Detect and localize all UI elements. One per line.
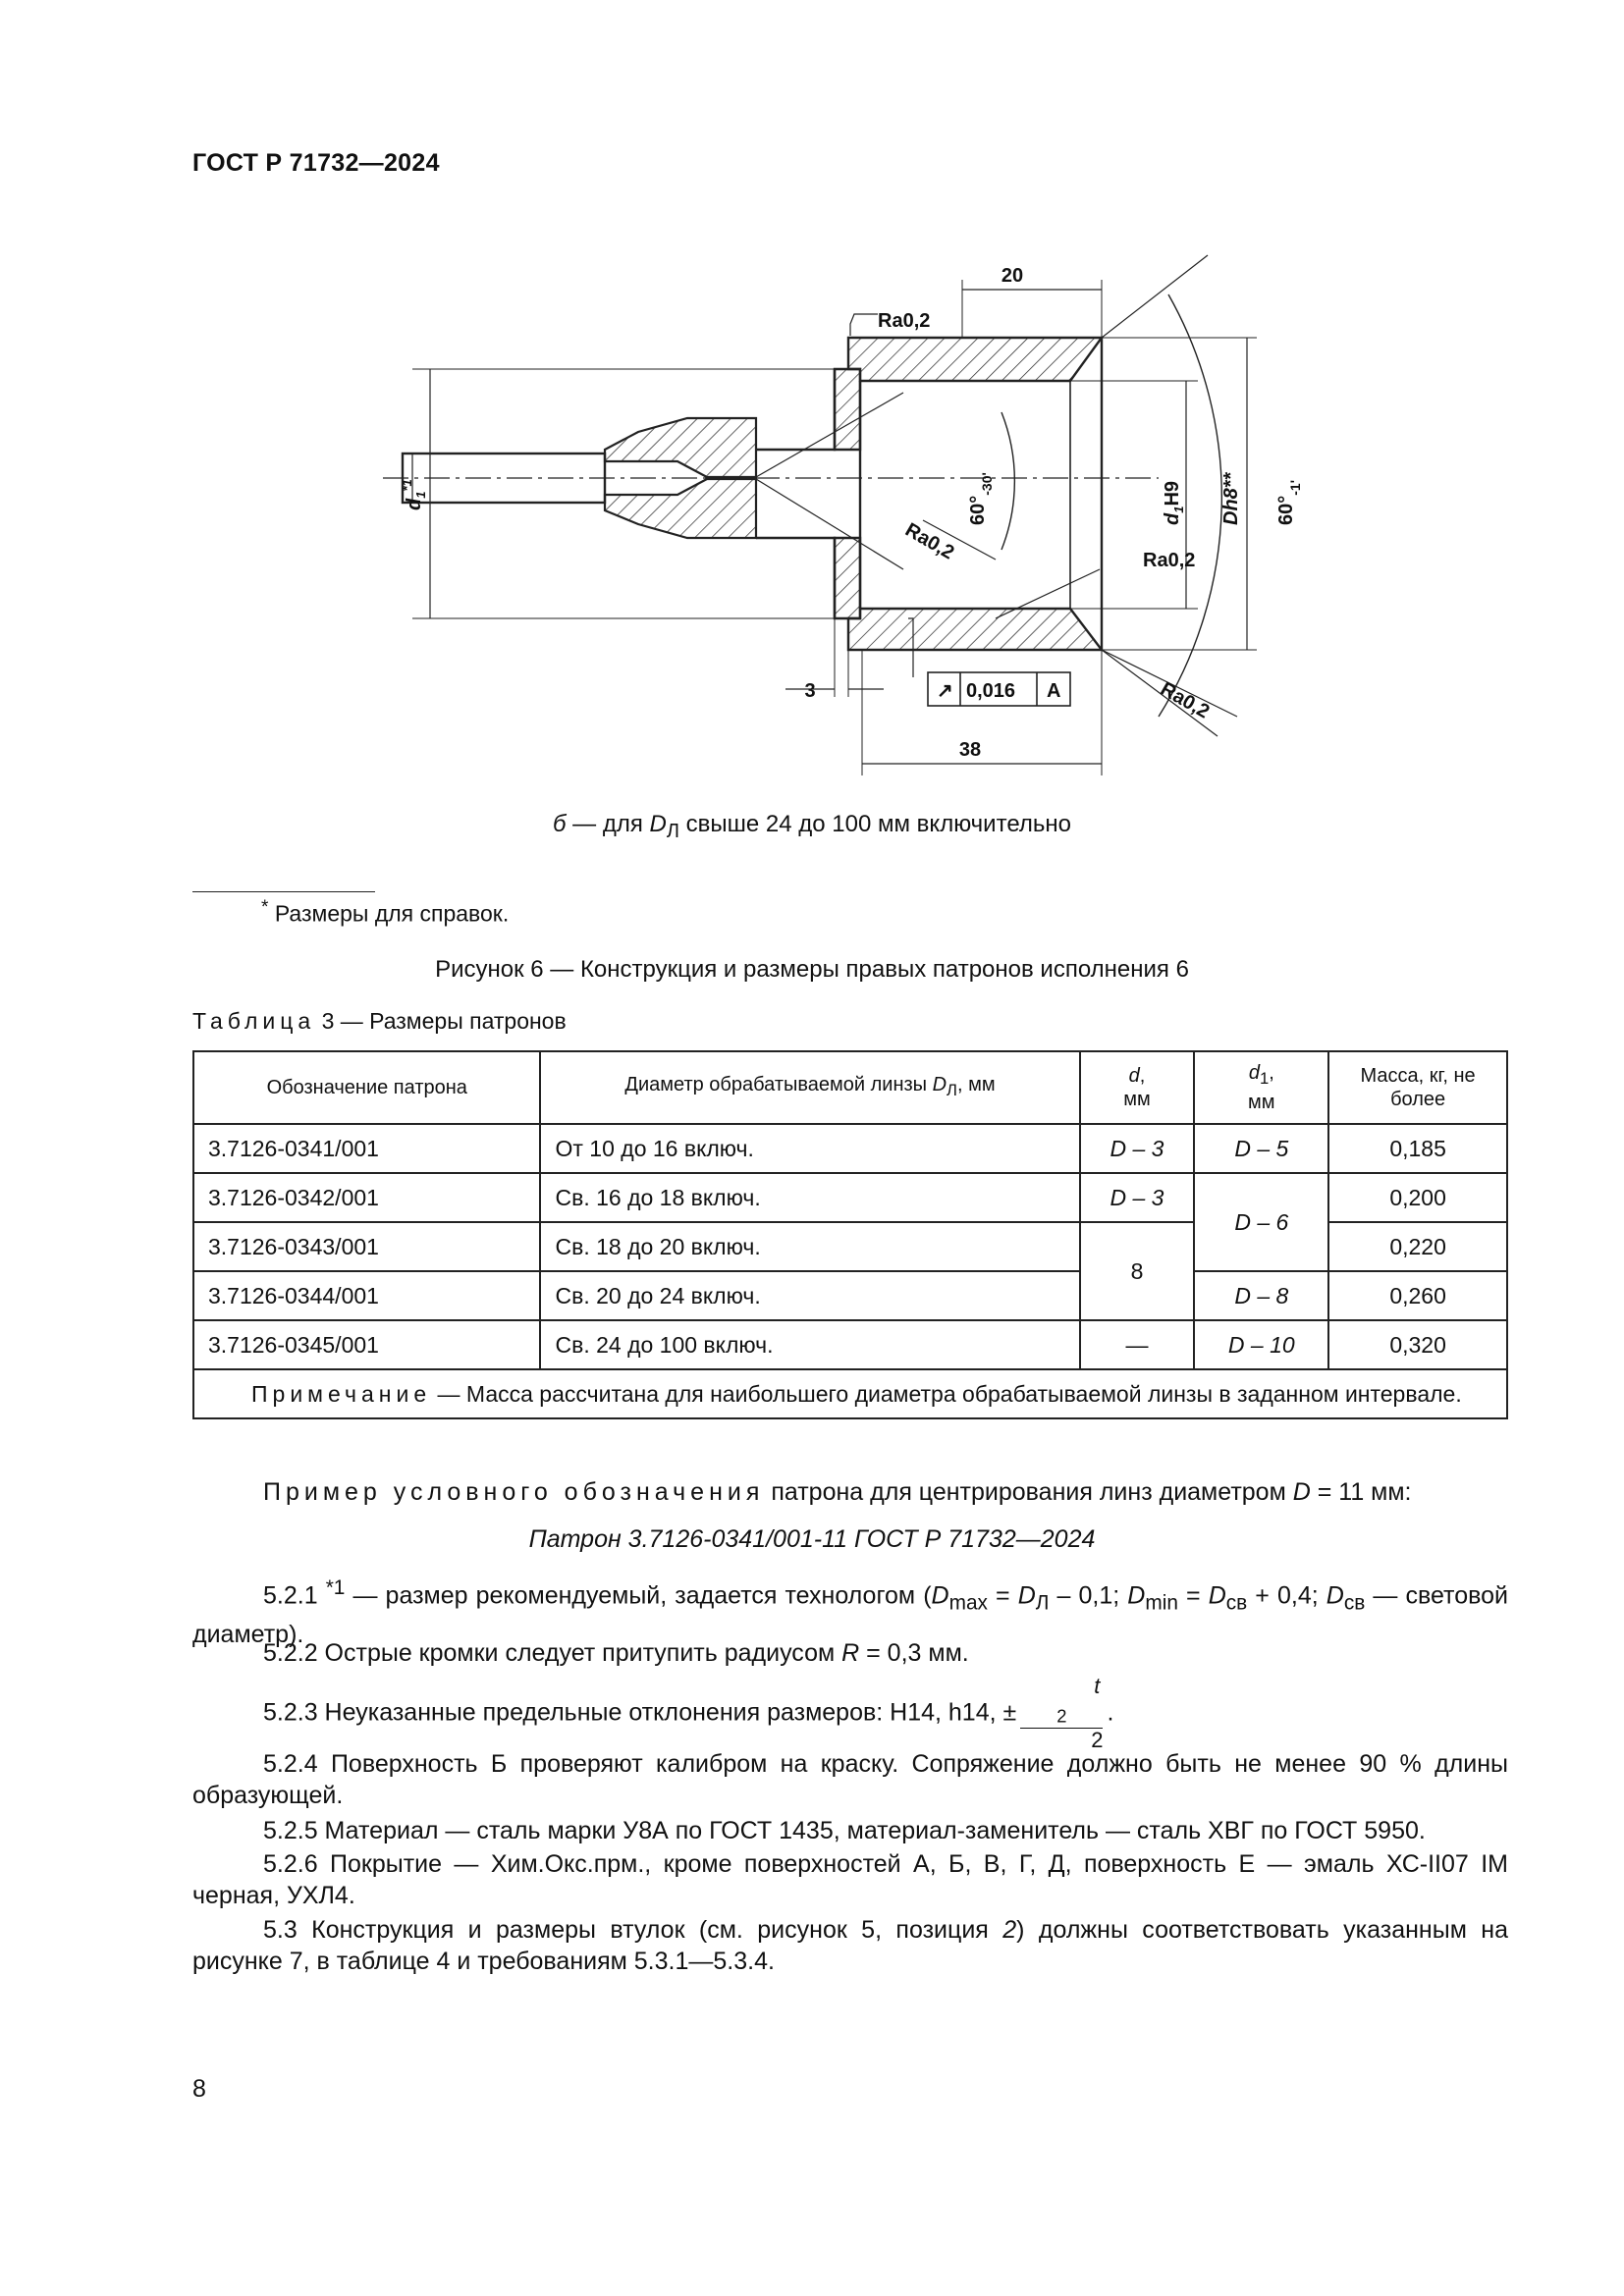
roughness-label: Ra0,2 [1143, 550, 1196, 571]
example-line: Пример условного обозначения патрона для центрирования линз диаметром D = 11 мм: [263, 1478, 1412, 1506]
figure-subcaption: б — для $D_Л$ свыше 24 до 100 мм включительно [553, 811, 1071, 842]
table-note: Примечание — Масса рассчитана для наибольшего диаметра обрабатываемой линзы в заданном интервале. [193, 1369, 1507, 1418]
body-back-top [835, 369, 860, 450]
roughness-label: Ra0,2 [901, 518, 958, 564]
dim-outer-angle: $60^\circ_{-1'}$ [1275, 479, 1303, 525]
neck-section-top [605, 418, 756, 477]
example-designation: Патрон 3.7126-0341/001-11 ГОСТ Р 71732—2024 [528, 1525, 1096, 1553]
header-mass: Масса, кг, не более [1328, 1051, 1507, 1124]
body-top-wall [848, 338, 1102, 381]
dim-total-length: 38 [958, 739, 982, 761]
header-d: d, мм [1080, 1051, 1195, 1124]
paragraph-5-2-1: 5.2.1 $^{*1}$ — размер рекомендуемый, задается технологом ($D_{max} = D_Л - 0,1$; $D_{min} = D_{св} + 0,4$; $D_{св}$ — световой диаметр). [192, 1576, 1508, 1649]
dim-d1-right: $d_1H9$ [1162, 480, 1186, 525]
dim-top-width: 20 [1001, 265, 1024, 287]
page-number: 8 [192, 2075, 206, 2103]
header-designation: Обозначение патрона [193, 1051, 540, 1124]
body-back-bottom [835, 538, 860, 618]
table-note-row [193, 1369, 1507, 1418]
footnote: * Размеры для справок. [261, 897, 510, 927]
table-row: 3.7126-0344/001 Св. 20 до 24 включ. D – 8 0,260 [193, 1271, 1507, 1320]
roughness-label: Ra0,2 [878, 310, 931, 332]
neck-section-bottom [605, 479, 756, 538]
technical-drawing [373, 226, 1303, 795]
header-diameter: Диаметр обрабатываемой линзы $D_Л$, мм [540, 1051, 1079, 1124]
footnote-divider [192, 891, 375, 892]
dim-d1-left: $d_1^{*1}$ [400, 479, 428, 510]
paragraph-5-2-6: 5.2.6 Покрытие — Хим.Окс.прм., кроме поверхностей А, Б, В, Г, Д, поверхность Е — эмаль ХС-II07 IM черная, УХЛ4. [192, 1850, 1508, 1909]
dimensions-table [192, 1050, 1508, 1419]
tolerance-value: 0,016 [966, 680, 1016, 702]
dim-dh8: Dh8** [1220, 472, 1242, 525]
table-row: 3.7126-0341/001 От 10 до 16 включ. D – 3 D – 5 0,185 [193, 1124, 1507, 1173]
paragraph-5-2-5: 5.2.5 Материал — сталь марки У8А по ГОСТ 1435, материал-заменитель — сталь ХВГ по ГОСТ 5950. [263, 1817, 1426, 1844]
table-row: 3.7126-0342/001 Св. 16 до 18 включ. D – 3 D – 6 0,200 [193, 1173, 1507, 1222]
table-row: 3.7126-0345/001 Св. 24 до 100 включ. — D – 10 0,320 [193, 1320, 1507, 1369]
table-header-row [193, 1051, 1507, 1124]
header-d1: $d_1$, мм [1194, 1051, 1328, 1124]
paragraph-5-3: 5.3 Конструкция и размеры втулок (см. рисунок 5, позиция 2) должны соответствовать указанным на рисунке 7, в таблице 4 и требованиям 5.3.1—5.3.4. [192, 1916, 1508, 1975]
table-caption: Таблица 3 — Размеры патронов [192, 1008, 567, 1034]
paragraph-5-2-2: 5.2.2 Острые кромки следует притупить радиусом R = 0,3 мм. [263, 1639, 969, 1667]
paragraph-5-2-4: 5.2.4 Поверхность Б проверяют калибром на краску. Сопряжение должно быть не менее 90 % длины образующей. [192, 1750, 1508, 1809]
document-header: ГОСТ Р 71732—2024 [192, 149, 440, 177]
dim-inner-angle: $60^\circ_{-30'}$ [967, 472, 995, 525]
paragraph-5-2-3: 5.2.3 Неуказанные предельные отклонения размеров: H14, h14, ± t $_2$ 2 . [263, 1674, 1114, 1753]
body-bottom-wall [848, 609, 1102, 650]
figure-caption: Рисунок 6 — Конструкция и размеры правых патронов исполнения 6 [435, 956, 1189, 983]
roughness-label: Ra0,2 [1157, 677, 1214, 723]
tolerance-symbol: ↗ [937, 680, 953, 702]
dim-shoulder: 3 [804, 680, 816, 702]
fraction: t $_2$ 2 [1020, 1675, 1103, 1752]
tolerance-datum: A [1047, 680, 1061, 702]
table-row: 3.7126-0343/001 Св. 18 до 20 включ. 8 0,220 [193, 1222, 1507, 1271]
